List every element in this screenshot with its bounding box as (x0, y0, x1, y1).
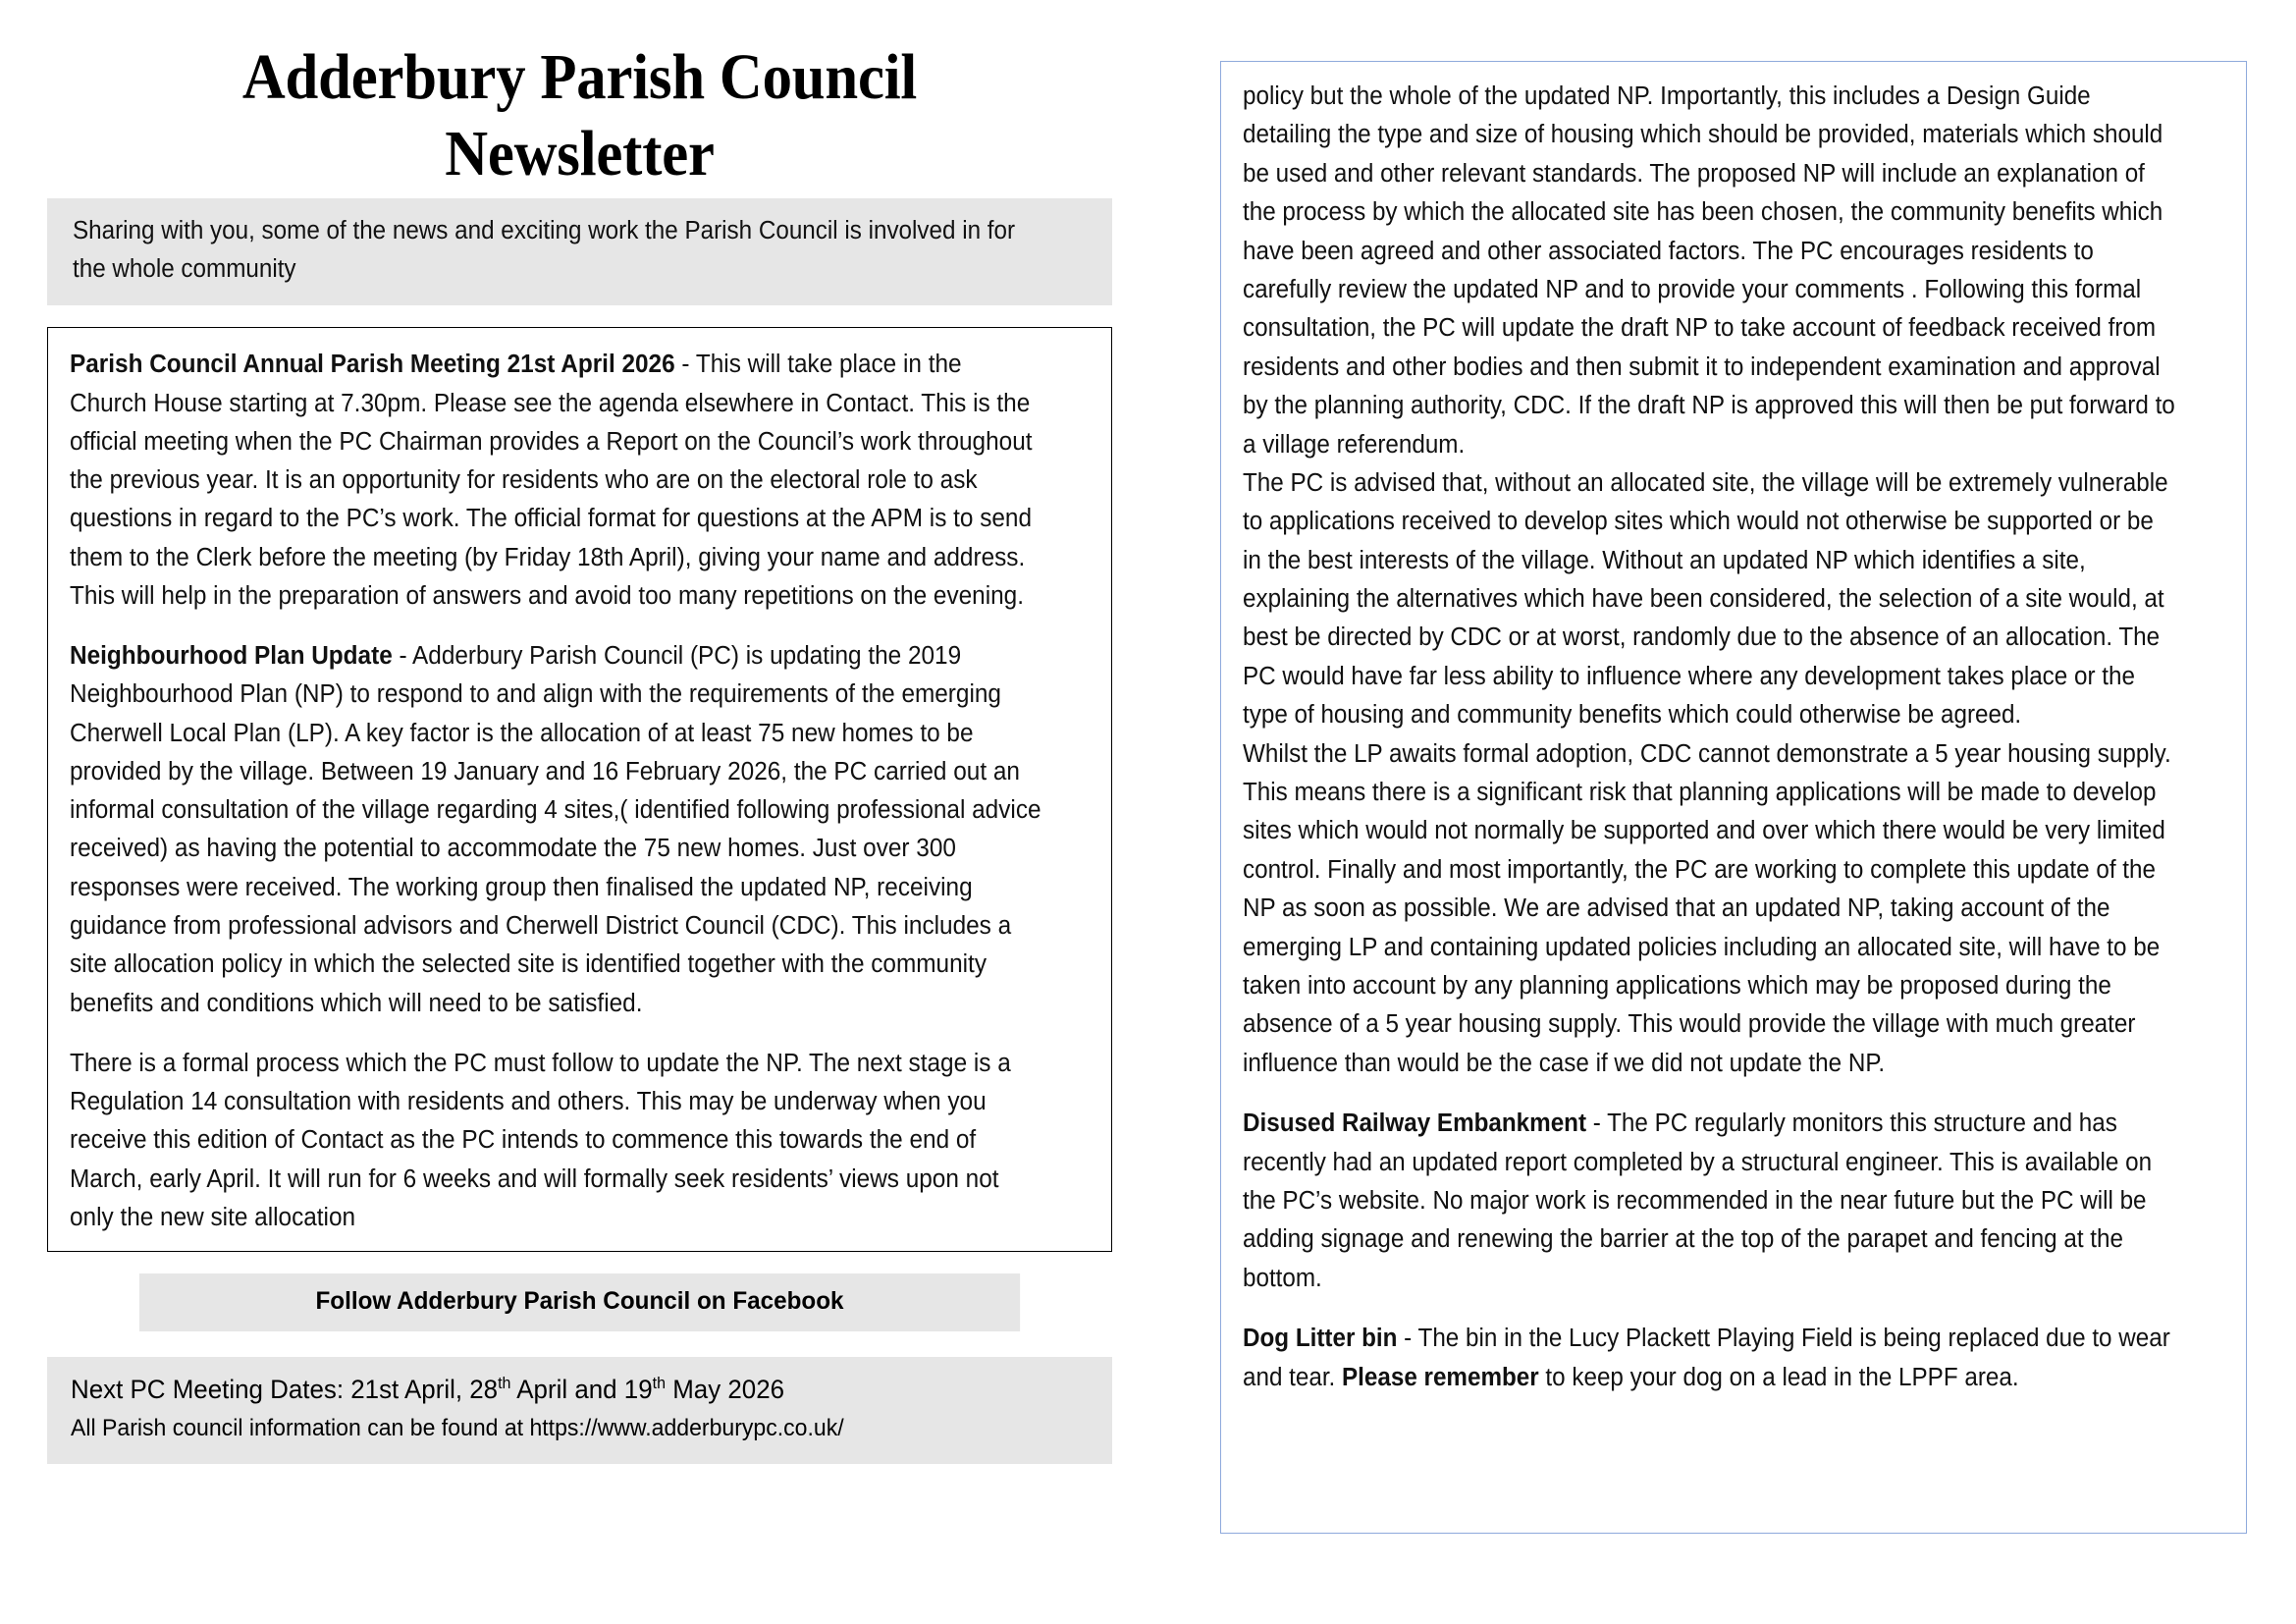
article-regulation-14 (70, 1045, 1043, 1237)
masthead-line-2: Newsletter (445, 117, 715, 189)
meeting-dates-line (71, 1371, 1048, 1409)
meeting-dates-prefix: Next PC Meeting Dates: 21st April, 28 (71, 1375, 499, 1405)
article-regulation-14-body: There is a formal process which the PC must follow to update the NP. The next stage is a Regulation 14 consultation with residents and others. This may be underway when you receive this edition of Contact as the PC intends to commence this towards the end of March, early April. It will run for 6 weeks and will formally seek residents’ views upon not only the new site allocation (70, 1049, 1011, 1231)
right-para-allocated-site-risk: The PC is advised that, without an allocated site, the village will be extremely vulnerable to applications received to develop sites which would not otherwise be supported or be in the best interests of the village. Without an updated NP which identifies a site, explaining the alternatives which have been considered, the selection of a site would, at best be directed by CDC or at worst, randomly due to the absence of an allocation. The PC would have far less ability to influence where any development takes place or the type of housing and community benefits which could otherwise be agreed. (1243, 468, 2168, 730)
article-annual-parish-meeting (70, 346, 1043, 616)
masthead-title (89, 39, 1069, 192)
masthead-line-1: Adderbury Parish Council (241, 41, 918, 113)
article-annual-parish-meeting-body: - This will take place in the Church House starting at 7.30pm. Please see the agenda elsewhere in Contact. This is the official meeting when the PC Chairman provides a Report on the Council’s work throughout the previous year. It is an opportunity for residents who are on the electoral role to ask questions in regard to the PC’s work. The official format for questions at the APM is to send them to the Clerk before the meeting (by Friday 18th April), giving your name and address. This will help in the preparation of answers and avoid too many repetitions on the evening. (70, 351, 1033, 610)
meeting-dates-middle: April and 19 (510, 1375, 653, 1405)
article-neighbourhood-plan-body: - Adderbury Parish Council (PC) is updating the 2019 Neighbourhood Plan (NP) to respond to and align with the requirements of the emerging Cherwell Local Plan (LP). A key factor is the allocation of at least 75 new homes to be provided by the village. Between 19 January and 16 February 2026, the PC carried out an informal consultation of the village regarding 4 sites,( identified following professional advice received) as having the potential to accommodate the 75 new homes. Just over 300 responses were received. The working group then finalised the updated NP, receiving guidance from professional advisors and Cherwell District Council (CDC). This includes a site allocation policy in which the selected site is identified together with the community benefits and conditions which will need to be satisfied. (70, 642, 1041, 1017)
left-articles-box (47, 327, 1112, 1252)
article-dog-litter-bin (1243, 1320, 2175, 1397)
subtitle-text: Sharing with you, some of the news and exciting work the Parish Council is involved in for the whole community (73, 216, 1016, 283)
facebook-banner-label: Follow Adderbury Parish Council on Facebook (315, 1287, 844, 1316)
right-para-design-guide: policy but the whole of the updated NP. Importantly, this includes a Design Guide detailing the type and size of housing which should be provided, materials which should be used and other relevant standards. The proposed NP will include an explanation of the process by which the allocated site has been chosen, the community benefits which have been agreed and other associated factors. The PC encourages residents to carefully review the updated NP and to provide your comments . Following this formal consultation, the PC will update the draft NP to take account of feedback received from residents and other bodies and then submit it to independent examination and approval by the planning authority, CDC. If the draft NP is approved this will then be put forward to a village referendum. (1243, 82, 2175, 459)
article-dog-litter-bin-emphasis: Please remember (1342, 1363, 1539, 1391)
right-column-box (1220, 61, 2247, 1534)
meeting-dates-sup-1: th (498, 1374, 511, 1393)
facebook-banner[interactable] (139, 1273, 1020, 1331)
article-neighbourhood-plan-update (70, 637, 1043, 1023)
article-disused-railway-heading: Disused Railway Embankment (1243, 1110, 1587, 1138)
article-dog-litter-bin-body-1: - The bin in the Lucy Plackett Playing Field is being replaced due to wear and tear. (1243, 1325, 2170, 1391)
left-column (47, 39, 1112, 1464)
article-disused-railway-body: - The PC regularly monitors this structure and has recently had an updated report completed by a structural engineer. This is available on the PC’s website. No major work is recommended in the near future but the PC will be adding signage and renewing the barrier at the top of the parapet and fencing at the bottom. (1243, 1110, 2153, 1292)
council-info-url-line[interactable]: All Parish council information can be found at https://www.adderburypc.co.uk/ (71, 1415, 844, 1442)
meeting-dates-banner (47, 1357, 1112, 1464)
subtitle-banner (47, 198, 1112, 306)
article-dog-litter-bin-body-2: to keep your dog on a lead in the LPPF area. (1538, 1363, 2019, 1391)
meeting-dates-suffix: May 2026 (666, 1375, 785, 1405)
article-disused-railway-embankment (1243, 1105, 2175, 1298)
article-neighbourhood-plan-heading: Neighbourhood Plan Update (70, 642, 393, 671)
meeting-dates-sup-2: th (652, 1374, 667, 1393)
right-para-housing-supply: Whilst the LP awaits formal adoption, CDC cannot demonstrate a 5 year housing supply. This means there is a significant risk that planning applications will be made to develop sites which would not normally be supported and over which there would be very limited control. Finally and most importantly, the PC are working to complete this update of the NP as soon as possible. We are advised that an updated NP, taking account of the emerging LP and containing updated policies including an allocated site, will have to be taken into account by any planning applications which may be proposed during the absence of a 5 year housing supply. This would provide the village with much greater influence than would be the case if we did not update the NP. (1243, 739, 2171, 1077)
article-dog-litter-bin-heading: Dog Litter bin (1243, 1325, 1398, 1353)
article-annual-parish-meeting-heading: Parish Council Annual Parish Meeting 21st April 2026 (70, 351, 675, 379)
